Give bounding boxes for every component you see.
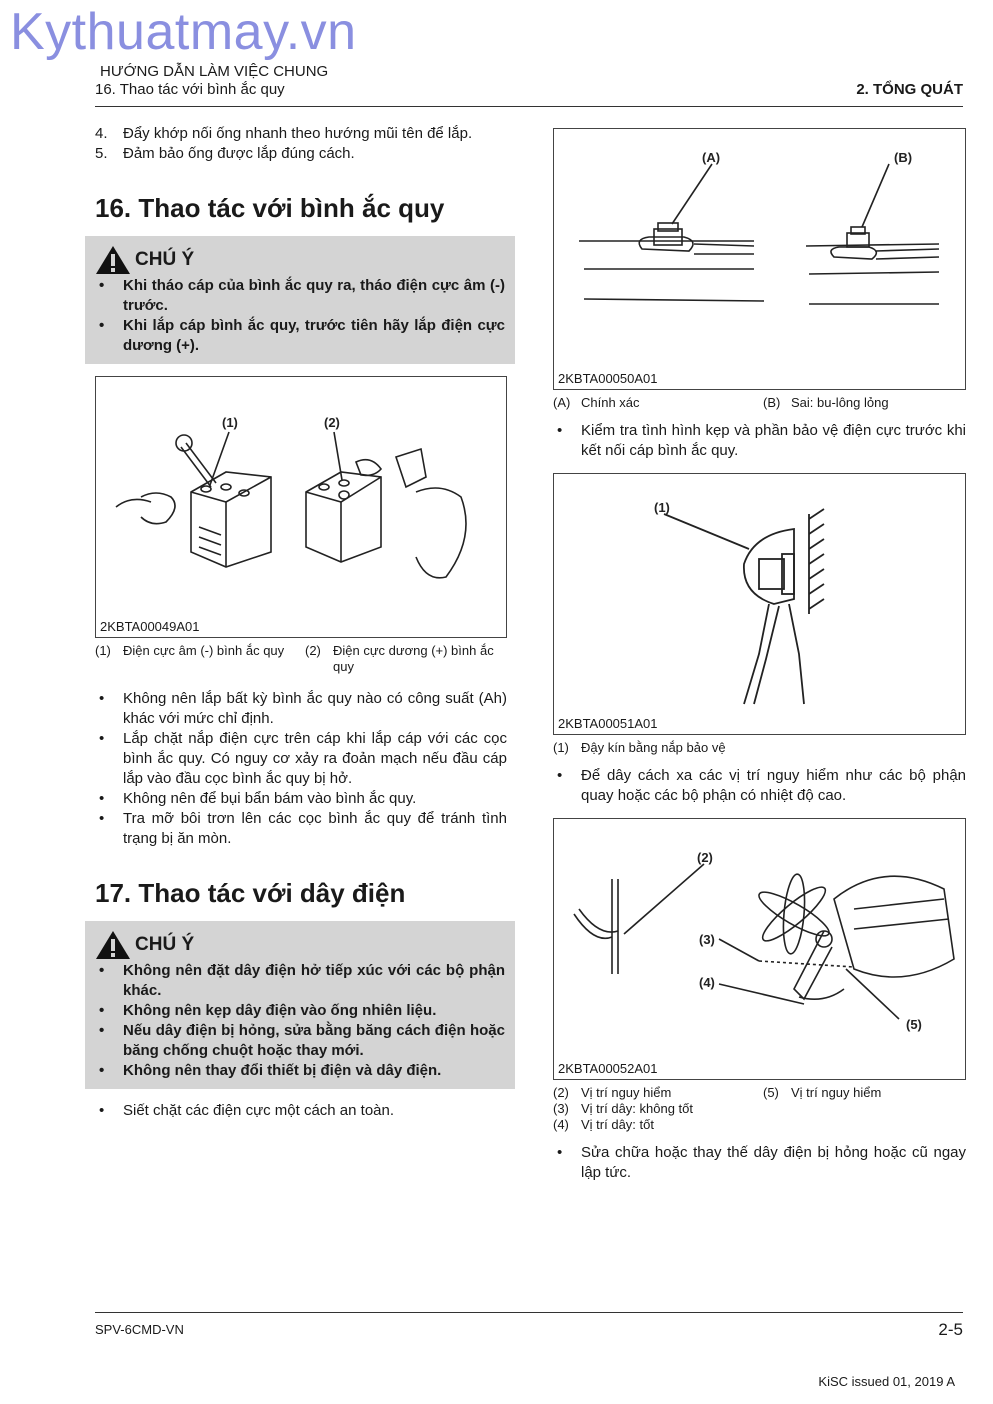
battery-terminal-figure <box>95 376 507 638</box>
battery-illustration <box>96 377 506 617</box>
figure-code: 2KBTA00050A01 <box>558 371 658 386</box>
caution-header <box>95 244 505 276</box>
numbered-item: 4. Đẩy khớp nối ống nhanh theo hướng mũi tên để lắp. <box>95 125 473 142</box>
protective-cover-figure <box>553 473 966 735</box>
figure-captions <box>553 395 966 411</box>
bullet-item: • Kiểm tra tình hình kẹp và phần bảo vệ điện cực trước khi kết nối cáp bình ắc quy. <box>557 422 966 459</box>
bullet-item: • Sửa chữa hoặc thay thế dây điện bị hỏng hoặc cũ ngay lập tức. <box>557 1144 966 1181</box>
bullet-item: • Để dây cách xa các vị trí nguy hiểm như các bộ phận quay hoặc các bộ phận có nhiệt độ cao. <box>557 767 966 804</box>
figure-label-1: (1) <box>222 415 238 430</box>
caution-item: • Không nên đặt dây điện hở tiếp xúc với các bộ phận khác. <box>99 962 505 999</box>
footer-doc-code: SPV-6CMD-VN <box>95 1322 184 1337</box>
caution-label: CHÚ Ý <box>135 249 195 270</box>
wire-routing-figure <box>553 818 966 1080</box>
protective-cover-illustration <box>554 474 965 714</box>
header-section-title: 16. Thao tác với bình ắc quy <box>95 81 285 98</box>
figure-label-2: (2) <box>324 415 340 430</box>
section-16-title: 16. Thao tác với bình ắc quy <box>95 193 445 223</box>
bullet-item: • Không nên để bụi bẩn bám vào bình ắc quy. <box>99 790 417 807</box>
wiring-bullet-list <box>95 1101 507 1121</box>
caution-item: • Không nên kẹp dây điện vào ống nhiên liệu. <box>99 1002 437 1019</box>
clamp-bolt-figure <box>553 128 966 390</box>
caption-column <box>763 1085 963 1133</box>
bullet-item: • Tra mỡ bôi trơn lên các cọc bình ắc quy để tránh tình trạng bị ăn mòn. <box>99 810 507 847</box>
caption-column <box>553 1085 763 1133</box>
caption-item: (4) Vị trí dây: tốt <box>553 1117 654 1132</box>
footer-issued: KiSC issued 01, 2019 A <box>818 1374 955 1389</box>
figure-label-1: (1) <box>654 500 670 515</box>
figure-label-b: (B) <box>894 150 913 165</box>
figure-code: 2KBTA00052A01 <box>558 1061 658 1076</box>
figure-label-a: (A) <box>702 150 721 165</box>
clamp-bolt-illustration <box>554 129 965 369</box>
caution-header <box>95 929 505 961</box>
numbered-item: 5. Đảm bảo ống được lắp đúng cách. <box>95 145 355 162</box>
caution-label: CHÚ Ý <box>135 934 195 955</box>
caution-item: • Khi tháo cáp của bình ắc quy ra, tháo điện cực âm (-) trước. <box>99 277 505 314</box>
caption-item: (B) Sai: bu-lông lỏng <box>763 395 889 410</box>
caution-box-wiring <box>85 921 515 1089</box>
caution-box-battery <box>85 236 515 364</box>
caution-item: • Không nên thay đổi thiết bị điện và dây điện. <box>99 1062 442 1079</box>
header-chapter-title: 2. TỔNG QUÁT <box>856 81 963 98</box>
header-manual-title: HƯỚNG DẪN LÀM VIỆC CHUNG <box>100 63 329 80</box>
caption-item: (2) Điện cực dương (+) bình ắc quy <box>305 643 494 674</box>
figure-label-5: (5) <box>906 1017 922 1032</box>
figure-captions <box>553 740 966 756</box>
caption-item: (1) Đậy kín bằng nắp bảo vệ <box>553 740 726 755</box>
bullet-item: • Siết chặt các điện cực một cách an toàn. <box>99 1102 395 1119</box>
caption-item: (2) Vị trí nguy hiểm <box>553 1085 672 1100</box>
caution-item: • Nếu dây điện bị hỏng, sửa bằng băng cách điện hoặc băng chống chuột hoặc thay mới. <box>99 1022 505 1059</box>
battery-bullet-list <box>95 689 507 849</box>
figure-code: 2KBTA00049A01 <box>100 619 200 634</box>
caption-item: (5) Vị trí nguy hiểm <box>763 1085 882 1100</box>
bullet-item: • Lắp chặt nắp điện cực trên cáp khi lắp cáp với các cọc bình ắc quy. Có nguy cơ xảy ra đoản mạch nếu đầu cáp lắp vào đầu cọc bình ắc quy bị hở. <box>99 730 507 787</box>
warning-triangle-icon <box>95 930 131 960</box>
figure-label-4: (4) <box>699 975 715 990</box>
caption-item: (A) Chính xác <box>553 395 640 410</box>
figure-label-2: (2) <box>697 850 713 865</box>
figure-code: 2KBTA00051A01 <box>558 716 658 731</box>
bullet-item: • Không nên lắp bất kỳ bình ắc quy nào có công suất (Ah) khác với mức chỉ định. <box>99 690 507 727</box>
wire-routing-illustration <box>554 819 965 1059</box>
left-column <box>95 124 507 1121</box>
warning-triangle-icon <box>95 245 131 275</box>
caption-item: (3) Vị trí dây: không tốt <box>553 1101 694 1116</box>
header-divider <box>95 106 963 107</box>
right-column <box>553 128 966 1183</box>
figure-captions <box>553 1085 966 1133</box>
figure-label-3: (3) <box>699 932 715 947</box>
footer-page-number: 2-5 <box>938 1320 963 1339</box>
caution-item: • Khi lắp cáp bình ắc quy, trước tiên hãy lắp điện cực dương (+). <box>99 317 505 354</box>
caption-item: (1) Điện cực âm (-) bình ắc quy <box>95 643 285 658</box>
footer-divider <box>95 1312 963 1313</box>
figure-captions <box>95 643 507 675</box>
section-17-title: 17. Thao tác với dây điện <box>95 878 406 908</box>
watermark-text: Kythuatmay.vn <box>10 3 357 61</box>
